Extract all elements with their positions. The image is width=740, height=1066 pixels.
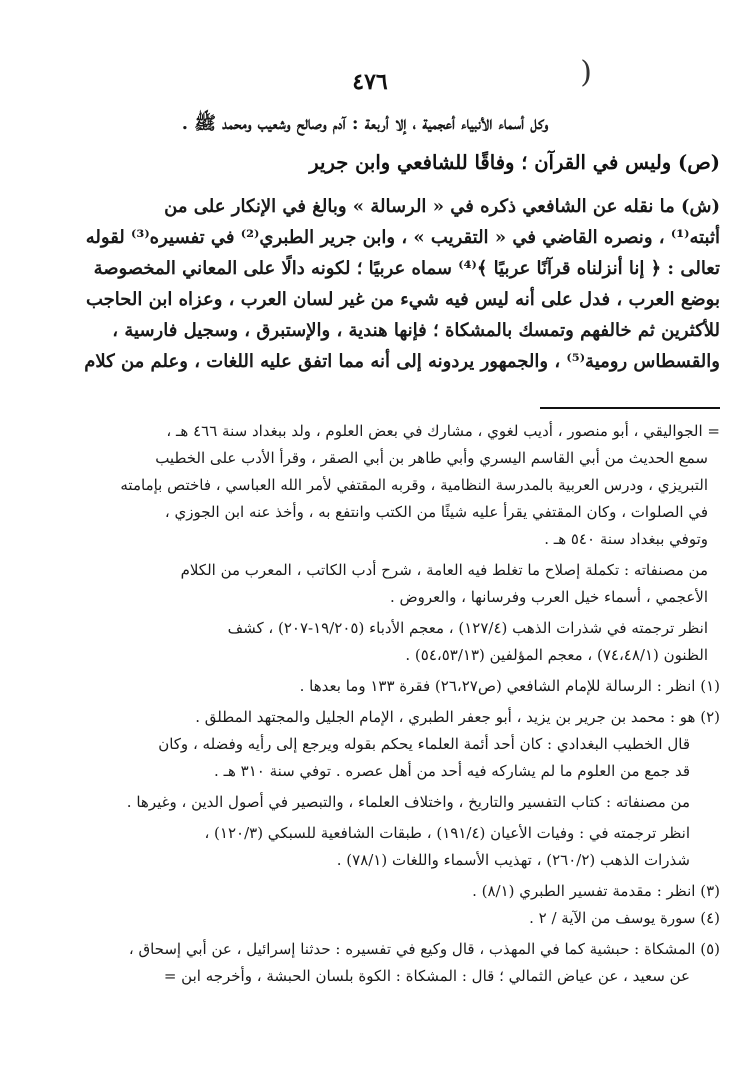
footnote-line: الظنون (٧٤،٤٨/١) ، معجم المؤلفين (٥٤،٥٣/١٣) . — [405, 646, 708, 664]
footnote-line: الأعجمي ، أسماء خيل العرب وفرسانها ، والعروض . — [389, 588, 708, 606]
document-page — [20, 0, 720, 1066]
footnote-3: (٣) انظر : مقدمة تفسير الطبري (٨/١) . — [472, 882, 720, 900]
main-line: أثبته⁽¹⁾ ، ونصره القاضي في « التقريب » ، وابن جرير الطبري⁽²⁾ في تفسيره⁽³⁾ لقوله — [85, 227, 720, 248]
main-text — [20, 108, 720, 377]
main-line: بوضع العرب ، فدل على أنه ليس فيه شيء من غير لسان العرب ، وعزاه ابن الحاجب — [85, 289, 720, 310]
footnote-1: (١) انظر : الرسالة للإمام الشافعي (ص٢٦،٢٧) فقرة ١٣٣ وما بعدها . — [299, 677, 720, 695]
footnote-line: التبريزي ، ودرس العربية بالمدرسة النظامية ، وقربه المقتفي لأمر الله العباسي ، فاختص بإمامته — [120, 476, 708, 494]
footnote-line: من مصنفاته : كتاب التفسير والتاريخ ، واختلاف العلماء ، والتبصير في أصول الدين ، وغيرها . — [126, 793, 690, 811]
main-line: والقسطاس رومية⁽⁵⁾ ، والجمهور يردونه إلى أنه مما اتفق عليه اللغات ، وعلم من كلام — [84, 351, 720, 372]
footnote-line: سمع الحديث من أبي القاسم اليسري وأبي طاهر بن أبي الصقر ، وقرأ الأدب على الخطيب — [155, 449, 708, 467]
footnote-separator — [540, 407, 720, 409]
page-number: ٤٧٦ — [352, 69, 388, 95]
footnote-line: = الجواليقي ، أبو منصور ، أديب لغوي ، مشارك في بعض العلوم ، ولد ببغداد سنة ٤٦٦ هـ ، — [166, 422, 720, 440]
footnote-line: انظر ترجمته في : وفيات الأعيان (١٩١/٤) ، طبقات الشافعية للسبكي (١٢٠/٣) ، — [204, 824, 690, 842]
main-line: للأكثرين ثم خالفهم وتمسك بالمشكاة ؛ فإنها هندية ، والإستبرق ، وسجيل فارسية ، — [112, 320, 720, 341]
footnote-line: عن سعيد ، عن عياض الثمالي ؛ قال : المشكاة : الكوة بلسان الحبشة ، وأخرجه ابن = — [163, 967, 690, 985]
main-line: وكل أسماء الأنبياء أعجمية ، إلا أربعة : آدم وصالح وشعيب ومحمد ﷺ . — [181, 113, 549, 134]
main-line: (ش) ما نقله عن الشافعي ذكره في « الرسالة » وبالغ في الإنكار على من — [164, 196, 720, 217]
footnote-line: في الصلوات ، وكان المقتفي يقرأ عليه شيئًا من الكتب وانتفع به ، وأخذ عنه ابن الجوزي ، — [164, 503, 708, 521]
footnote-line: قال الخطيب البغدادي : كان أحد أئمة العلماء يحكم بقوله ويرجع إلى رأيه وفضله ، وكان — [158, 735, 690, 753]
margin-parenthesis-mark: ( — [580, 55, 592, 90]
main-line: تعالى : ﴿ إنا أنزلناه قرآنًا عربيًا ﴾⁽⁴⁾ سماه عربيًا ؛ لكونه دالًا على المعاني المخصوصة — [93, 258, 720, 279]
footnotes — [20, 418, 720, 990]
footnote-5: (٥) المشكاة : حبشية كما في المهذب ، قال وكيع في تفسيره : حدثنا إسرائيل ، عن أبي إسحاق ، — [128, 940, 720, 958]
footnote-4: (٤) سورة يوسف من الآية / ٢ . — [529, 909, 720, 927]
footnote-line: انظر ترجمته في شذرات الذهب (١٢٧/٤) ، معجم الأدباء (١٩/٢٠٥-٢٠٧) ، كشف — [227, 619, 708, 637]
footnote-line: وتوفي ببغداد سنة ٥٤٠ هـ . — [544, 530, 708, 548]
footnote-line: من مصنفاته : تكملة إصلاح ما تغلط فيه العامة ، شرح أدب الكاتب ، المعرب من الكلام — [180, 561, 708, 579]
footnote-line: شذرات الذهب (٢٦٠/٢) ، تهذيب الأسماء واللغات (٧٨/١) . — [336, 851, 690, 869]
section-heading: (ص) وليس في القرآن ؛ وفاقًا للشافعي وابن جرير — [309, 151, 720, 174]
footnote-line: قد جمع من العلوم ما لم يشاركه فيه أحد من أهل عصره . توفي سنة ٣١٠ هـ . — [214, 762, 690, 780]
footnote-2: (٢) هو : محمد بن جرير بن يزيد ، أبو جعفر الطبري ، الإمام الجليل والمجتهد المطلق . — [195, 708, 720, 726]
